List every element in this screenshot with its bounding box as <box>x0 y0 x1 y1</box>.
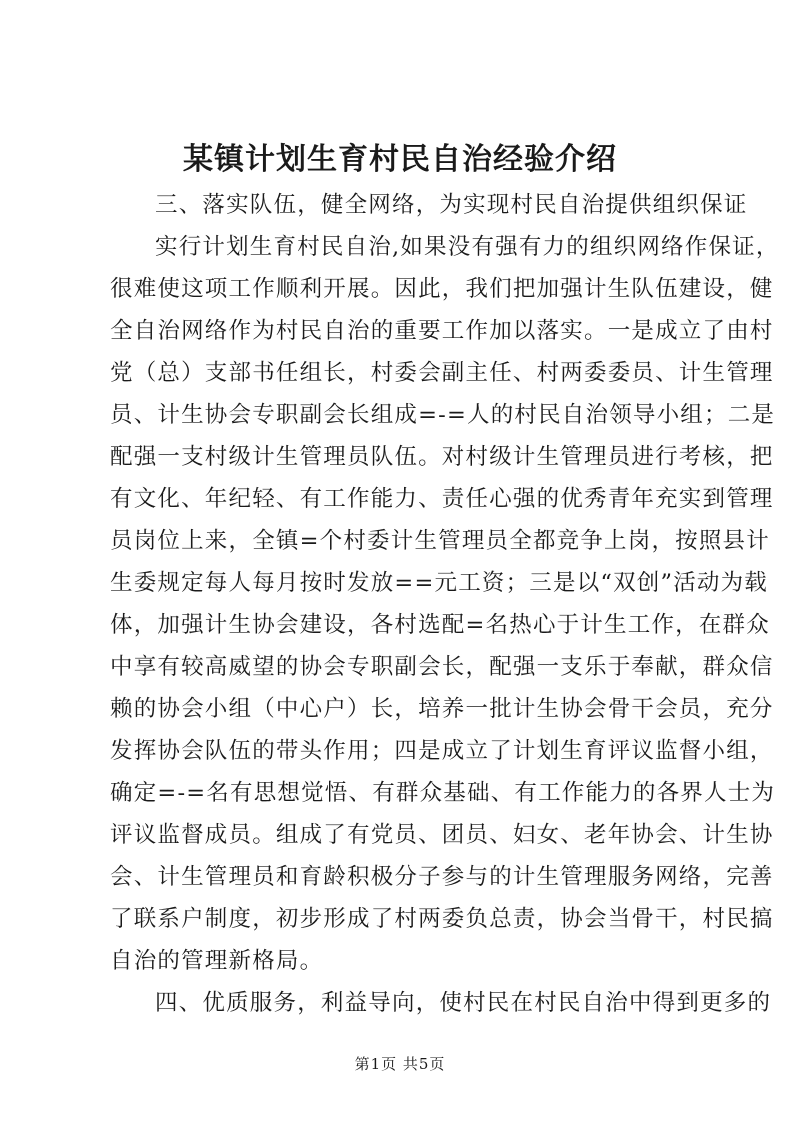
paragraph-line: 配强一支村级计生管理员队伍。对村级计生管理员进行考核，把 <box>110 444 774 470</box>
paragraph-line: 有文化、年纪轻、有工作能力、责任心强的优秀青年充实到管理 <box>110 486 774 512</box>
paragraph-line: 员岗位上来，全镇=个村委计生管理员全都竞争上岗，按照县计 <box>110 528 770 554</box>
paragraph-line: 全自治网络作为村民自治的重要工作加以落实。一是成立了由村 <box>110 318 774 344</box>
paragraph-line: 体，加强计生协会建设，各村选配=名热心于计生工作，在群众 <box>110 612 770 638</box>
paragraph-line: 赖的协会小组（中心户）长，培养一批计生协会骨干会员，充分 <box>110 696 774 722</box>
section-heading-4: 四、优质服务，利益导向，使村民在村民自治中得到更多的 <box>155 990 772 1016</box>
paragraph-line: 会、计生管理员和育龄积极分子参与的计生管理服务网络，完善 <box>110 864 774 890</box>
paragraph-line: 中享有较高威望的协会专职副会长，配强一支乐于奉献，群众信 <box>110 654 774 680</box>
paragraph-line: 评议监督成员。组成了有党员、团员、妇女、老年协会、计生协 <box>110 822 774 848</box>
paragraph-line: 发挥协会队伍的带头作用；四是成立了计划生育评议监督小组， <box>110 738 774 764</box>
paragraph-line: 了联系户制度，初步形成了村两委负总责，协会当骨干，村民搞 <box>110 906 774 932</box>
section-heading-3: 三、落实队伍，健全网络，为实现村民自治提供组织保证 <box>155 192 748 218</box>
paragraph-line: 实行计划生育村民自治,如果没有强有力的组织网络作保证， <box>155 234 780 260</box>
paragraph-line: 确定=-=名有思想觉悟、有群众基础、有工作能力的各界人士为 <box>110 780 776 806</box>
paragraph-line: 很难使这项工作顺利开展。因此，我们把加强计生队伍建设，健 <box>110 276 774 302</box>
page-number: 第1页 共5页 <box>354 1055 446 1073</box>
paragraph-line: 自治的管理新格局。 <box>110 948 324 974</box>
paragraph-line: 员、计生协会专职副会长组成=-=人的村民自治领导小组；二是 <box>110 402 776 428</box>
paragraph-line: 党（总）支部书任组长，村委会副主任、村两委委员、计生管理 <box>110 360 774 386</box>
document-title: 某镇计划生育村民自治经验介绍 <box>183 142 617 177</box>
paragraph-line: 生委规定每人每月按时发放==元工资；三是以“双创”活动为载 <box>110 570 769 596</box>
